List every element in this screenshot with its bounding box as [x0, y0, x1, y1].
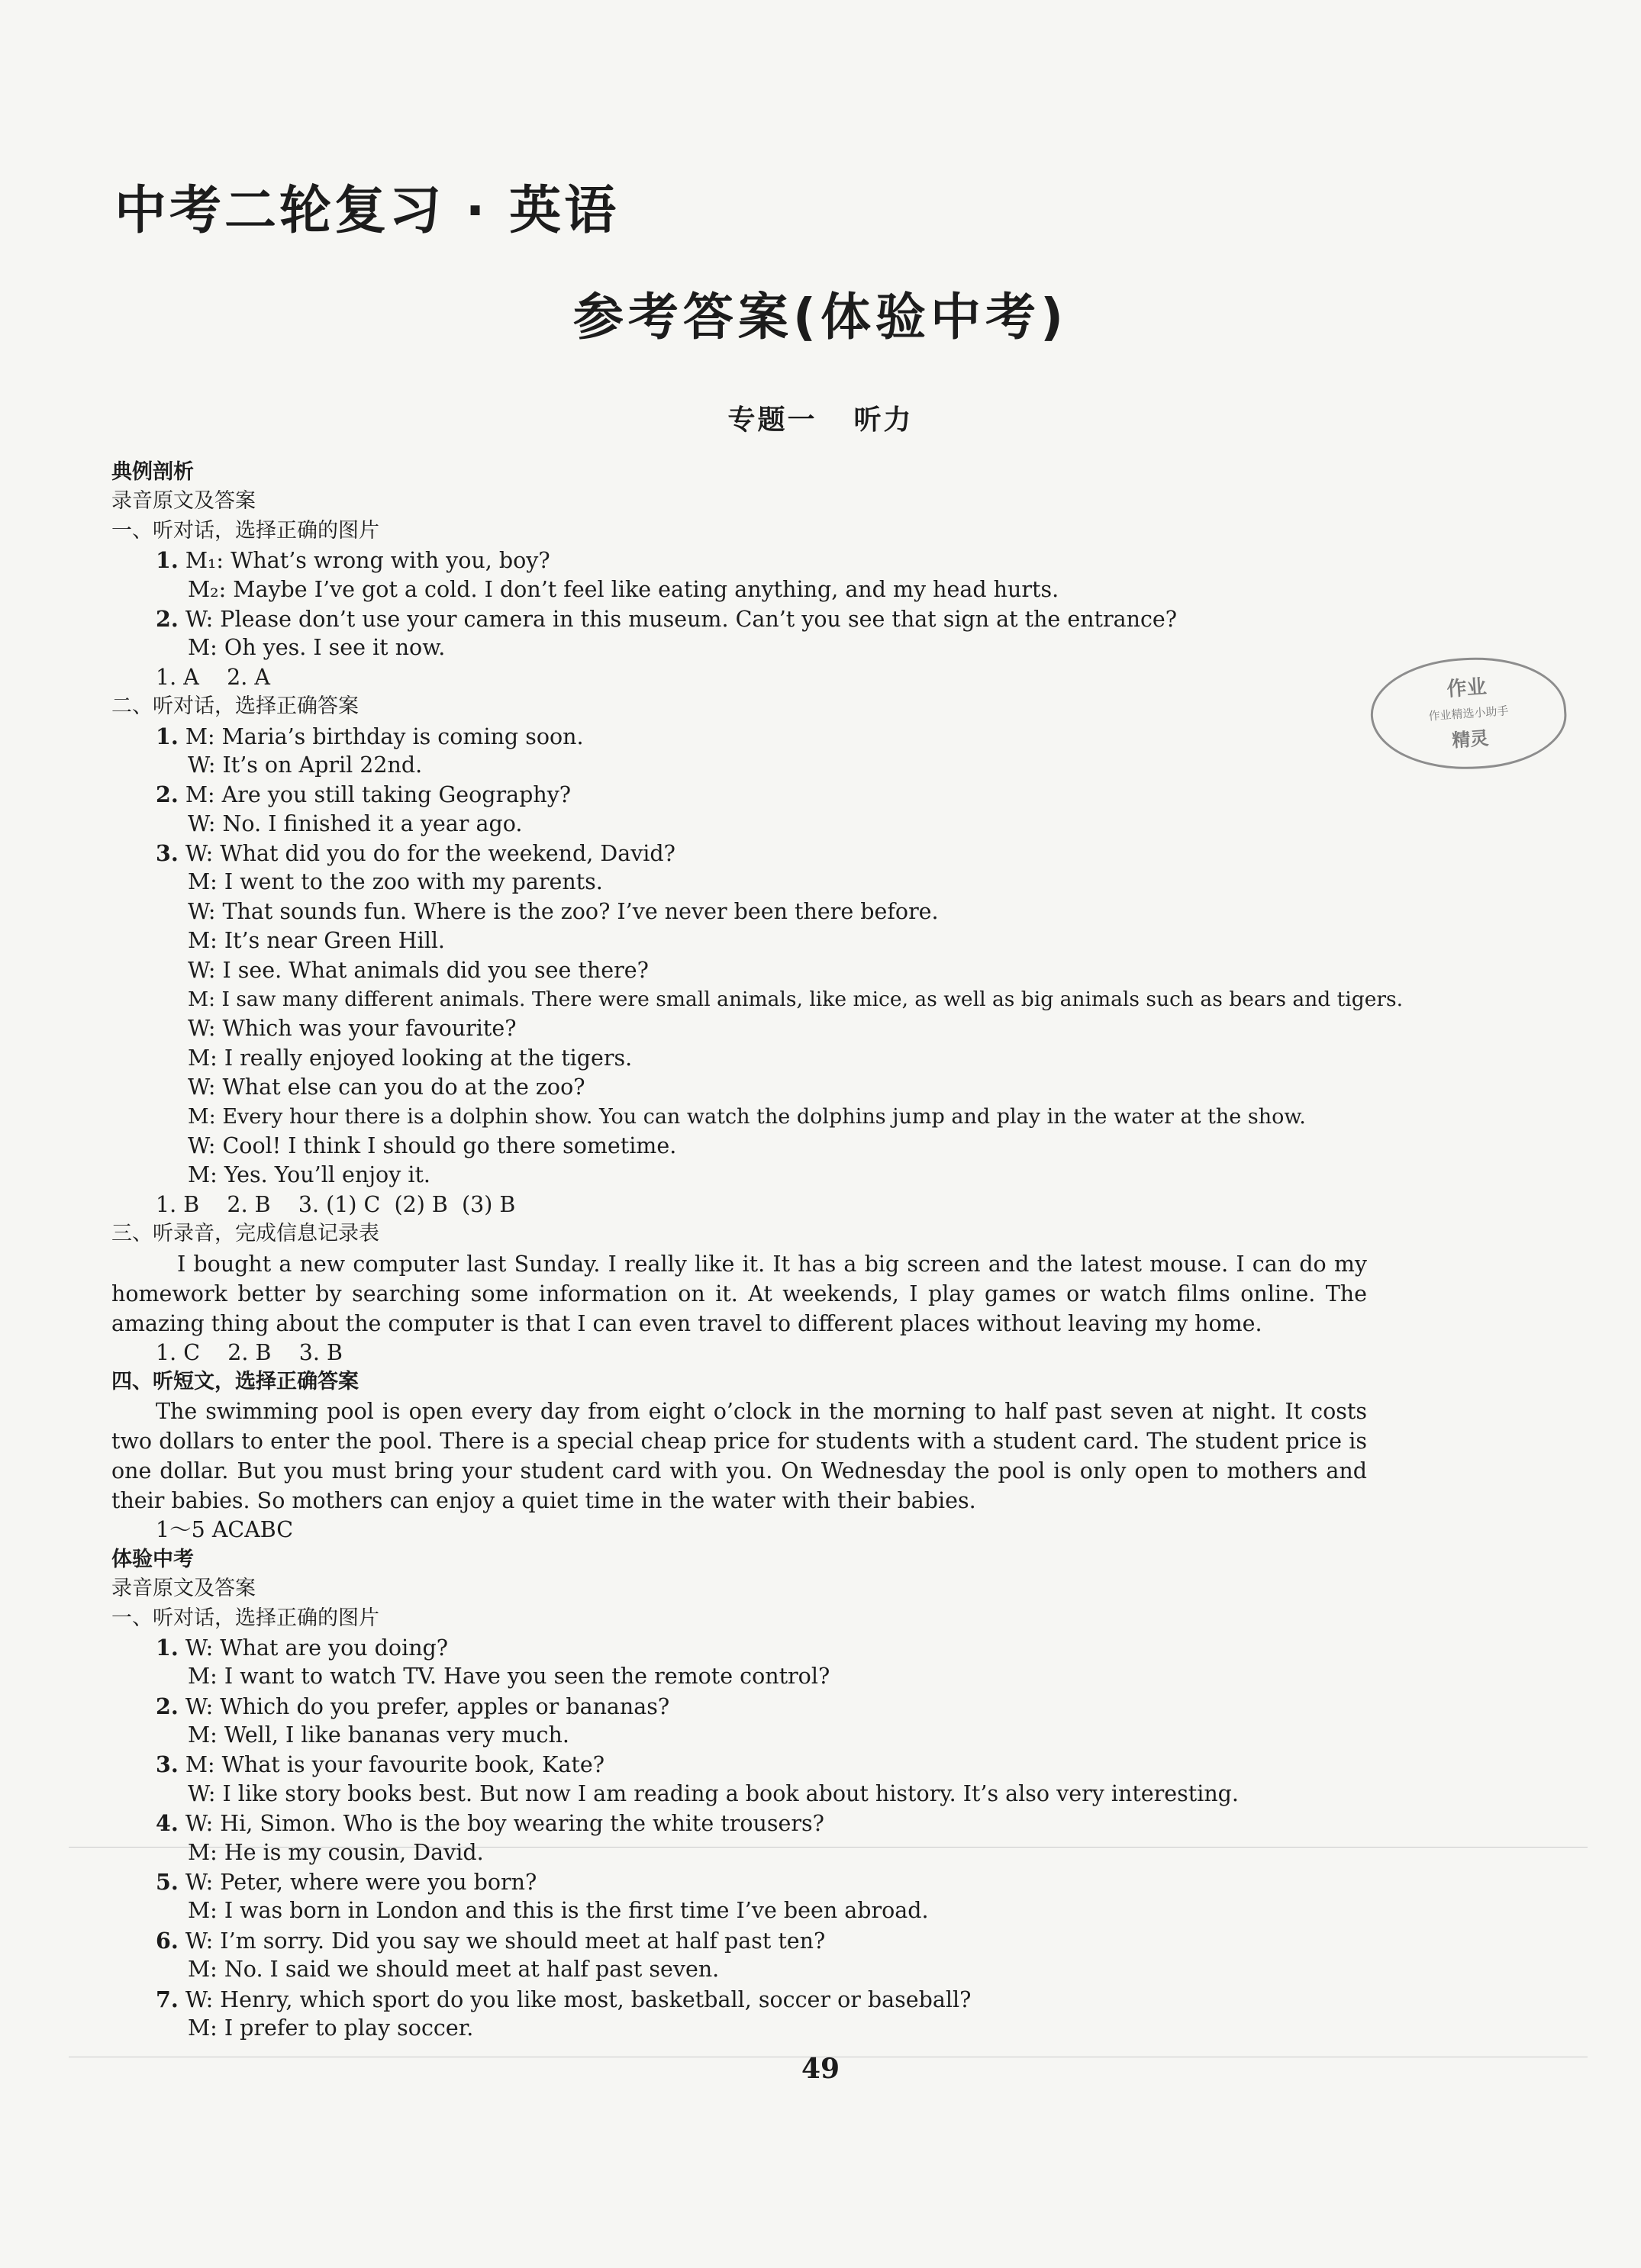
dialogue-line: 2. W: Please don’t use your camera in this museum. Can’t you see that sign at the entrance?: [156, 605, 1178, 632]
stamp-line-1: 作业: [1446, 675, 1488, 701]
dialogue-line: M: Well, I like bananas very much.: [188, 1722, 569, 1748]
answer-line: 1. C 2. B 3. B: [156, 1339, 343, 1365]
dialogue-line: W: I see. What animals did you see there?: [188, 957, 649, 983]
dialogue-line: M: Yes. You’ll enjoy it.: [188, 1162, 430, 1188]
dialogue-line: 2. M: Are you still taking Geography?: [156, 781, 572, 808]
stamp-line-3: 精灵: [1451, 727, 1490, 752]
section-heading: 体验中考: [111, 1547, 194, 1571]
dialogue-line: W: It’s on April 22nd.: [188, 752, 423, 778]
dialogue-line: M: I went to the zoo with my parents.: [188, 869, 603, 895]
dialogue-line: 5. W: Peter, where were you born?: [156, 1869, 537, 1896]
dialogue-line: W: I like story books best. But now I am reading a book about history. It’s also very interesting.: [188, 1780, 1239, 1806]
dialogue-line: 1. W: What are you doing?: [156, 1634, 449, 1661]
dialogue-line: M: He is my cousin, David.: [188, 1839, 484, 1865]
dialogue-line: W: What else can you do at the zoo?: [188, 1074, 585, 1100]
section-title: 三、听录音，完成信息记录表: [111, 1222, 379, 1246]
topic-title: [0, 398, 1641, 437]
dialogue-line: 2. W: Which do you prefer, apples or bananas?: [156, 1693, 670, 1719]
dialogue-line: 3. M: What is your favourite book, Kate?: [156, 1751, 605, 1778]
transcript-paragraph: I bought a new computer last Sunday. I really like it. It has a big screen and the latest mouse. I can do my homework better by searching some information on it. At weekends, I play games or watch films online. The amazing thing about the computer is that I can even travel to different places without leaving my home.: [111, 1251, 1367, 1336]
topic-number: 专题一: [727, 404, 817, 436]
section-heading: 典例剖析: [111, 460, 194, 484]
dialogue-line: M: Oh yes. I see it now.: [188, 635, 446, 661]
dialogue-line: M: I really enjoyed looking at the tigers.: [188, 1045, 633, 1071]
dialogue-line: W: That sounds fun. Where is the zoo? I’ve never been there before.: [188, 898, 939, 924]
dialogue-line: 1. M: Maria’s birthday is coming soon.: [156, 723, 584, 749]
dialogue-line: 1. M₁: What’s wrong with you, boy?: [156, 547, 550, 574]
stamp-line-2: 作业精选小助手: [1427, 704, 1509, 723]
page-number: 49: [801, 2053, 840, 2085]
answer-line: 1. A 2. A: [156, 664, 270, 690]
dialogue-line: M: I saw many different animals. There were small animals, like mice, as well as big animals such as bears and tigers.: [188, 987, 1404, 1012]
dialogue-line: M: I was born in London and this is the first time I’ve been abroad.: [188, 1898, 929, 1924]
transcript-paragraph: The swimming pool is open every day from eight o’clock in the morning to half past seven at night. It costs two dollars to enter the pool. There is a special cheap price for students with a student card. The student price is one dollar. But you must bring your student card with you. On Wednesday the pool is only open to mothers and their babies. So mothers can enjoy a quiet time in the water with their babies.: [111, 1399, 1367, 1514]
dialogue-line: 7. W: Henry, which sport do you like most, basketball, soccer or baseball?: [156, 1986, 972, 2012]
dialogue-line: W: No. I finished it a year ago.: [188, 810, 523, 836]
sub-heading: 录音原文及答案: [111, 489, 256, 514]
dialogue-line: M: Every hour there is a dolphin show. You can watch the dolphins jump and play in the water at the show.: [188, 1104, 1306, 1129]
dialogue-line: M: I want to watch TV. Have you seen the remote control?: [188, 1664, 830, 1690]
dialogue-line: W: Cool! I think I should go there sometime.: [188, 1132, 677, 1158]
dialogue-line: M: I prefer to play soccer.: [188, 2015, 474, 2041]
document-title: 参考答案(体验中考): [572, 288, 1069, 346]
section-title: 一、听对话，选择正确的图片: [111, 1606, 379, 1630]
dialogue-line: 6. W: I’m sorry. Did you say we should meet at half past ten?: [156, 1927, 826, 1954]
series-title: 中考二轮复习 · 英语: [114, 181, 620, 241]
dialogue-line: W: Which was your favourite?: [188, 1016, 517, 1042]
section-title: 二、听对话，选择正确答案: [111, 694, 359, 719]
dialogue-line: 4. W: Hi, Simon. Who is the boy wearing the white trousers?: [156, 1810, 824, 1837]
dialogue-line: M: No. I said we should meet at half past seven.: [188, 1957, 720, 1983]
watermark-stamp: [1367, 651, 1570, 776]
answer-line: 1. B 2. B 3. (1) C (2) B (3) B: [156, 1191, 516, 1217]
section-title: 四、听短文，选择正确答案: [111, 1369, 359, 1393]
section-title: 一、听对话，选择正确的图片: [111, 518, 379, 543]
answer-body: [111, 458, 1404, 2043]
dialogue-line: M₂: Maybe I’ve got a cold. I don’t feel like eating anything, and my head hurts.: [188, 576, 1059, 602]
dialogue-line: M: It’s near Green Hill.: [188, 928, 445, 954]
sub-heading: 录音原文及答案: [111, 1577, 256, 1601]
topic-name: 听力: [853, 404, 914, 436]
answer-line: 1～5 ACABC: [156, 1517, 294, 1543]
dialogue-line: 3. W: What did you do for the weekend, David?: [156, 840, 675, 867]
